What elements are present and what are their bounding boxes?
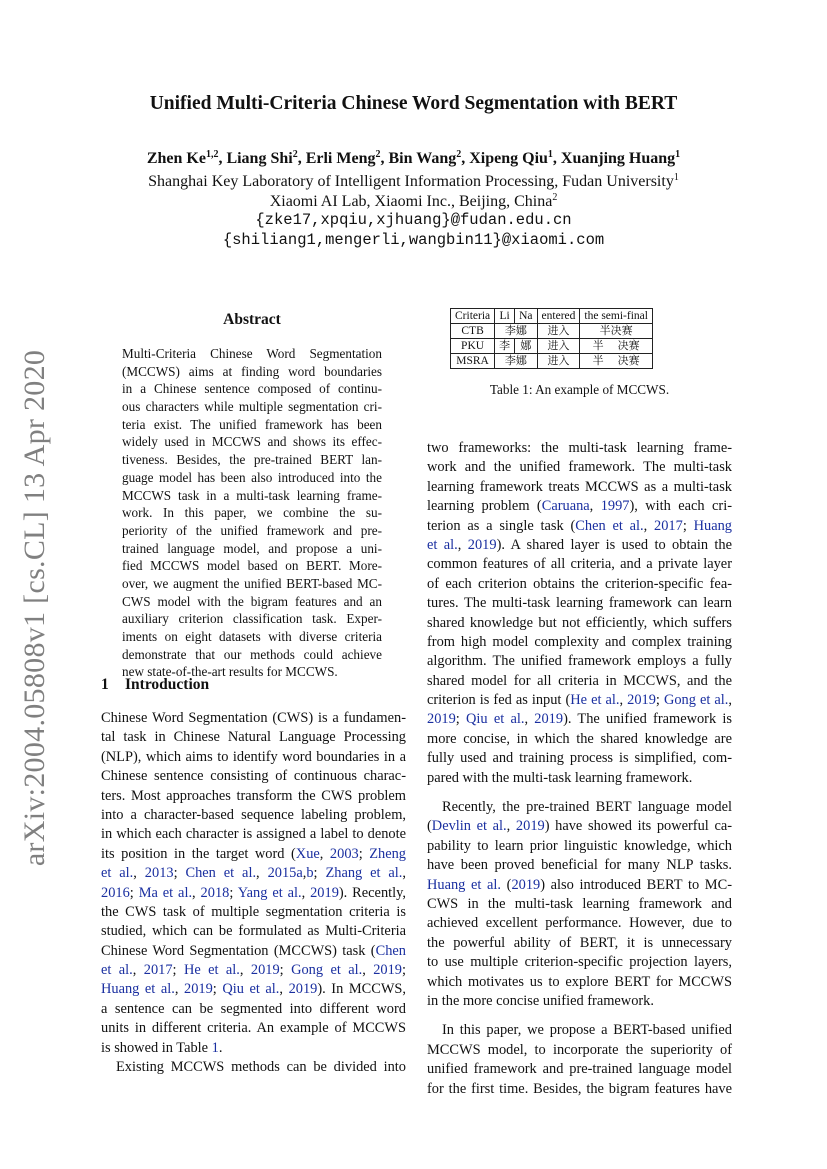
text-line	[101, 767, 406, 786]
text-line	[427, 710, 732, 729]
text-line	[427, 895, 732, 914]
text-line	[101, 961, 406, 980]
table-cell: 半 决赛	[580, 339, 653, 354]
text-line	[427, 934, 732, 953]
text-line	[101, 806, 406, 825]
text-run: ,	[524, 711, 535, 728]
text-line	[101, 1058, 406, 1077]
text-run: In this paper, we propose a BERT-based unified	[442, 1022, 732, 1039]
text-line	[427, 856, 732, 875]
citation-link[interactable]: 2018	[200, 884, 230, 901]
table-caption: Table 1: An example of MCCWS.	[489, 382, 670, 397]
abstract-line: work. In this paper, we combine the su-	[122, 505, 382, 521]
text-run: ) have showed its powerful ca-	[544, 818, 733, 835]
citation-link[interactable]: He et al.	[183, 962, 240, 979]
text-line	[427, 730, 732, 749]
text-run: (	[427, 818, 432, 835]
abstract-line: tiveness. Besides, the pre-trained BERT lan-	[122, 452, 382, 468]
text-run: ;	[358, 845, 370, 862]
table-header-cell: Criteria	[451, 309, 495, 324]
text-run: ,	[506, 818, 516, 835]
text-run: ,	[457, 536, 468, 553]
text-run: ) also introduced BERT to MC-	[540, 876, 732, 893]
citation-link[interactable]: 2019	[467, 536, 497, 553]
abstract-line: ous characters while multiple segmentation cri-	[122, 399, 382, 415]
text-line	[101, 942, 406, 961]
text-run: ;	[129, 884, 139, 901]
citation-link[interactable]: Xue	[295, 845, 320, 862]
text-line	[427, 817, 732, 836]
text-line	[427, 769, 732, 788]
text-run: ,	[133, 865, 145, 882]
text-run: ,	[643, 517, 655, 534]
text-run: have been proved beneficial for many NLP tasks.	[427, 857, 732, 874]
text-line	[101, 922, 406, 941]
table-header-cell: entered	[537, 309, 580, 324]
text-line	[427, 594, 732, 613]
text-run: ;	[682, 517, 694, 534]
text-line	[427, 973, 732, 992]
text-run: Chinese sentence consisting of continuous charac-	[101, 768, 406, 785]
text-run: ,	[239, 962, 251, 979]
text-run: learning framework treats MCCWS as a multi-task	[427, 478, 732, 495]
text-run: common features of all criteria, and a private layer	[427, 556, 732, 573]
citation-link[interactable]: 2019	[627, 692, 656, 709]
text-line	[427, 439, 732, 458]
text-line	[101, 748, 406, 767]
text-line	[427, 837, 732, 856]
citation-link[interactable]: Qiu et al.	[222, 981, 280, 998]
citation-link[interactable]: 2015a	[267, 865, 303, 882]
text-run: which motivates us to explore BERT for MCCWS	[427, 973, 732, 990]
citation-link[interactable]: Huang et al.	[101, 981, 175, 998]
text-run: to use multiple criterion-specific projection layers,	[427, 954, 732, 971]
text-run: ,	[302, 865, 307, 882]
citation-link[interactable]: 2019	[373, 962, 402, 979]
text-line	[427, 953, 732, 972]
text-run: ,	[301, 884, 311, 901]
table-header-row	[451, 309, 653, 324]
text-run: terion as a single task (	[427, 517, 576, 534]
citation-link[interactable]: Gong et al.	[291, 962, 363, 979]
text-run: ). In MCCWS,	[317, 981, 406, 998]
affiliation-fudan: Shanghai Key Laboratory of Intelligent Information Processing, Fudan University$^1$	[148, 172, 679, 190]
text-line	[427, 1080, 732, 1099]
citation-link[interactable]: Qiu et al.	[466, 711, 525, 728]
table-header-cell: Li	[495, 309, 515, 324]
text-run: unified framework and pre-trained language model	[427, 1061, 732, 1078]
text-line	[101, 825, 406, 844]
text-run: CWS in the multi-task learning framework and	[427, 895, 732, 912]
text-run: ;	[279, 962, 292, 979]
text-run: algorithm. The unified framework employs a fully	[427, 653, 732, 670]
text-run: ;	[172, 962, 184, 979]
citation-link[interactable]: 2017	[654, 517, 683, 534]
abstract-line: MCCWS task in a multi-task learning frame-	[122, 487, 382, 503]
text-run: ;	[313, 865, 326, 882]
abstract-line: iments on eight datasets with diverse criteria	[122, 629, 382, 644]
text-line	[101, 787, 406, 806]
abstract-line: Multi-Criteria Chinese Word Segmentation	[122, 346, 382, 361]
text-run: more concise, in which the shared knowledge are	[427, 730, 732, 747]
abstract-line: in a Chinese sentence composed of continu-	[122, 381, 382, 397]
text-line	[101, 903, 406, 922]
text-run: is showed in Table	[101, 1039, 212, 1056]
author-affiliation-mark: 1	[547, 149, 553, 160]
text-run: (NLP), which aims to identify word boundaries in a	[101, 748, 406, 765]
table-cell: 李娜	[495, 354, 537, 369]
text-run: ,	[319, 845, 330, 862]
abstract-body	[122, 345, 382, 681]
section-heading-introduction: 1 Introduction	[101, 676, 210, 693]
citation-link[interactable]: b	[306, 865, 314, 882]
text-run: (	[501, 876, 512, 893]
citation-link[interactable]: Gong et al.	[663, 692, 729, 709]
text-run: ,	[402, 865, 407, 882]
citation-link[interactable]: 1997	[600, 498, 630, 515]
text-run: ). The unified framework is	[563, 711, 732, 728]
text-run: for the first time. Besides, the bigram features have	[427, 1080, 732, 1097]
table-cell: PKU	[451, 339, 495, 354]
text-run: shared model for all criteria in MCCWS, and the	[427, 672, 732, 689]
table-row	[451, 339, 653, 354]
author-name: , Liang Shi	[218, 150, 293, 167]
abstract-line: demonstrate that our methods could achieve	[122, 646, 382, 662]
text-run: ,	[192, 884, 201, 901]
author-affiliation-mark: 2	[292, 149, 298, 160]
citation-link[interactable]: Zheng	[369, 845, 406, 862]
citation-link[interactable]: Chen	[375, 942, 406, 959]
paragraph-gap	[427, 1011, 732, 1021]
text-run: tal task in Chinese Natural Language Processing	[101, 729, 406, 746]
text-line	[427, 691, 732, 710]
text-run: a sentence can be segmented into different word	[101, 1000, 406, 1017]
table-cell: 进入	[537, 354, 580, 369]
text-run: units in different criteria. An example of MCCWS	[101, 1020, 406, 1037]
text-line	[101, 709, 406, 728]
abstract-line: new state-of-the-art results for MCCWS.	[122, 664, 338, 680]
text-line	[427, 458, 732, 477]
text-run: ;	[212, 981, 223, 998]
citation-link[interactable]: Yang et al.	[237, 884, 302, 901]
abstract-heading: Abstract	[223, 311, 281, 328]
text-run: studied, which can be formulated as Multi-Criteria	[101, 923, 406, 940]
text-run: ;	[655, 692, 664, 709]
text-run: Chinese Word Segmentation (MCCWS) task (	[101, 942, 376, 959]
table-cell: 进入	[537, 339, 580, 354]
author-list	[0, 150, 827, 168]
author-affiliation-mark: 2	[456, 149, 462, 160]
text-line	[427, 1021, 732, 1040]
text-run: ). Recently,	[338, 884, 406, 901]
text-run: in the more concise unified framework.	[427, 992, 654, 1009]
text-line	[101, 980, 406, 999]
citation-link[interactable]: 2019	[288, 981, 318, 998]
text-line	[427, 555, 732, 574]
text-line	[427, 633, 732, 652]
citation-link[interactable]: 2019	[515, 818, 545, 835]
text-run: the CWS task of multiple segmentation criteria is	[101, 903, 406, 920]
text-run: into a character-based sequence labeling problem,	[101, 806, 406, 823]
text-run: ,	[362, 962, 374, 979]
author-name: , Xuanjing Huang	[552, 150, 676, 167]
text-run: from high model complexity and complex training	[427, 633, 732, 650]
abstract-line: fied MCCWS model based on BERT. More-	[122, 558, 382, 574]
text-run: ,	[279, 981, 289, 998]
author-name: , Xipeng Qiu	[461, 150, 548, 167]
abstract-line: guage model has been also introduced into the	[122, 469, 382, 485]
abstract-line: periority of the unified framework and pre-	[122, 522, 382, 538]
table-cell: 进入	[537, 324, 580, 339]
citation-link[interactable]: 2017	[143, 962, 173, 979]
text-run: .	[218, 1039, 223, 1056]
text-line	[101, 864, 406, 883]
citation-link[interactable]: et al.	[427, 536, 458, 553]
text-line	[101, 728, 406, 747]
text-line	[427, 1041, 732, 1060]
text-line	[427, 992, 732, 1011]
text-run: achieved excellent performance. However, due to	[427, 915, 732, 932]
text-run: of each criterion obtains the criterion-specific fea-	[427, 575, 732, 592]
citation-link[interactable]: 2016	[101, 884, 130, 901]
citation-link[interactable]: et al.	[101, 962, 133, 979]
text-line	[427, 478, 732, 497]
citation-link[interactable]: Chen et al.	[185, 865, 257, 882]
citation-link[interactable]: Devlin et al.	[431, 818, 507, 835]
affiliation-xiaomi: Xiaomi AI Lab, Xiaomi Inc., Beijing, China$^2$	[269, 192, 558, 210]
citation-link[interactable]: Huang	[693, 517, 732, 534]
text-line	[101, 1000, 406, 1019]
text-run: ), with each cri-	[629, 498, 732, 515]
text-run: MCCWS model, to incorporate the superiority of	[427, 1041, 732, 1058]
table-cell: 半 决赛	[580, 354, 653, 369]
text-run: ters. Most approaches transform the CWS problem	[101, 787, 406, 804]
text-run: work and the unified framework. The multi-task	[427, 459, 732, 476]
author-affiliation-mark: 1,2	[205, 149, 219, 160]
text-run: pared with the multi-task learning framework.	[427, 769, 693, 786]
table-cell: 李	[495, 339, 515, 354]
text-run: learning problem (	[427, 498, 542, 515]
citation-link[interactable]: Zhang et al.	[325, 865, 403, 882]
text-line	[427, 672, 732, 691]
citation-link[interactable]: 2003	[329, 845, 359, 862]
text-run: ;	[455, 711, 467, 728]
citation-link[interactable]: 2019	[427, 711, 456, 728]
author-affiliation-mark: 1	[675, 149, 681, 160]
text-line	[427, 749, 732, 768]
table-cell: 李娜	[495, 324, 537, 339]
text-run: ). A shared layer is used to obtain the	[496, 536, 733, 553]
text-run: its position in the target word (	[101, 845, 296, 862]
abstract-line: teria exist. The unified framework has been	[122, 416, 382, 432]
table-cell: 半决赛	[580, 324, 653, 339]
text-run: ,	[132, 962, 144, 979]
email-fudan: {zke17,xpqiu,xjhuang}@fudan.edu.cn	[255, 211, 572, 229]
citation-link[interactable]: 1	[211, 1039, 219, 1056]
text-run: ,	[589, 498, 601, 515]
text-line	[427, 517, 732, 536]
text-line	[101, 884, 406, 903]
text-line	[101, 1019, 406, 1038]
mccws-example-table	[450, 308, 653, 369]
table-row	[451, 354, 653, 369]
text-line	[427, 798, 732, 817]
text-run: criterion is fed as input (	[427, 692, 571, 709]
abstract-line: over, we augment the unified BERT-based MC-	[122, 575, 382, 591]
text-run: Existing MCCWS methods can be divided into	[116, 1059, 406, 1076]
text-run: ;	[173, 865, 186, 882]
text-run: ,	[256, 865, 268, 882]
citation-link[interactable]: et al.	[101, 865, 134, 882]
citation-link[interactable]: Chen et al.	[575, 517, 644, 534]
author-name: , Bin Wang	[380, 150, 457, 167]
citation-link[interactable]: 2019	[184, 981, 213, 998]
abstract-line: (MCCWS) aims at finding word boundaries	[122, 363, 382, 379]
text-line	[427, 497, 732, 516]
paper-title: Unified Multi-Criteria Chinese Word Segmentation with BERT	[149, 93, 678, 114]
citation-link[interactable]: He et al.	[570, 692, 620, 709]
table-cell: 娜	[515, 339, 537, 354]
text-run: ,	[728, 692, 732, 709]
text-line	[427, 575, 732, 594]
text-line	[427, 1060, 732, 1079]
text-run: ,	[619, 692, 628, 709]
abstract-line: auxiliary criterion classification task. Exper-	[122, 611, 382, 627]
abstract-line: trained language model, and propose a uni-	[122, 540, 382, 556]
text-run: Recently, the pre-trained BERT language model	[442, 799, 732, 816]
author-name: Zhen Ke	[146, 150, 206, 167]
text-line	[427, 614, 732, 633]
citation-link[interactable]: Caruana	[541, 498, 590, 515]
text-line	[427, 914, 732, 933]
email-xiaomi: {shiliang1,mengerli,wangbin11}@xiaomi.com	[222, 231, 605, 249]
text-line	[101, 1039, 406, 1058]
citation-link[interactable]: Ma et al.	[138, 884, 193, 901]
text-run: in which each character is assigned a label to denote	[101, 826, 406, 843]
right-column-body	[427, 439, 732, 1099]
citation-link[interactable]: 2019	[310, 884, 339, 901]
text-run: two frameworks: the multi-task learning frame-	[427, 440, 732, 456]
text-run: ;	[402, 962, 406, 979]
text-run: Chinese Word Segmentation (CWS) is a fundamen-	[101, 710, 406, 726]
citation-link[interactable]: 2013	[144, 865, 174, 882]
text-line	[427, 536, 732, 555]
text-run: shared knowledge but not efficiently, which suffers	[427, 614, 732, 631]
citation-link[interactable]: 2019	[511, 876, 541, 893]
table-cell: MSRA	[451, 354, 495, 369]
author-affiliation-mark: 2	[375, 149, 381, 160]
abstract-line: widely used in MCCWS and shows its effec-	[122, 434, 382, 450]
text-run: ,	[174, 981, 184, 998]
mccws-example-table-wrap	[450, 308, 653, 369]
table-row	[451, 324, 653, 339]
text-run: pability to learn prior linguistic knowledge, which	[427, 837, 732, 854]
text-line	[427, 876, 732, 895]
text-run: tures. The multi-task learning framework can learn	[427, 595, 732, 612]
text-run: fully used and training process is simplified, com-	[427, 750, 732, 767]
abstract-line: CWS model with the bigram features and an	[122, 593, 382, 609]
citation-link[interactable]: Huang et al.	[427, 876, 502, 893]
table-cell: CTB	[451, 324, 495, 339]
author-name: , Erli Meng	[297, 150, 376, 167]
left-column-body	[101, 709, 406, 1077]
citation-link[interactable]: 2019	[250, 962, 280, 979]
text-run: ;	[229, 884, 238, 901]
text-run: the powerful ability of BERT, it is unnecessary	[427, 934, 732, 951]
paragraph-gap	[427, 788, 732, 798]
arxiv-side-stamp: arXiv:2004.05808v1 [cs.CL] 13 Apr 2020	[18, 349, 51, 867]
text-line	[101, 845, 406, 864]
citation-link[interactable]: 2019	[534, 711, 564, 728]
table-header-cell: Na	[515, 309, 537, 324]
text-line	[427, 652, 732, 671]
table-header-cell: the semi-final	[580, 309, 653, 324]
